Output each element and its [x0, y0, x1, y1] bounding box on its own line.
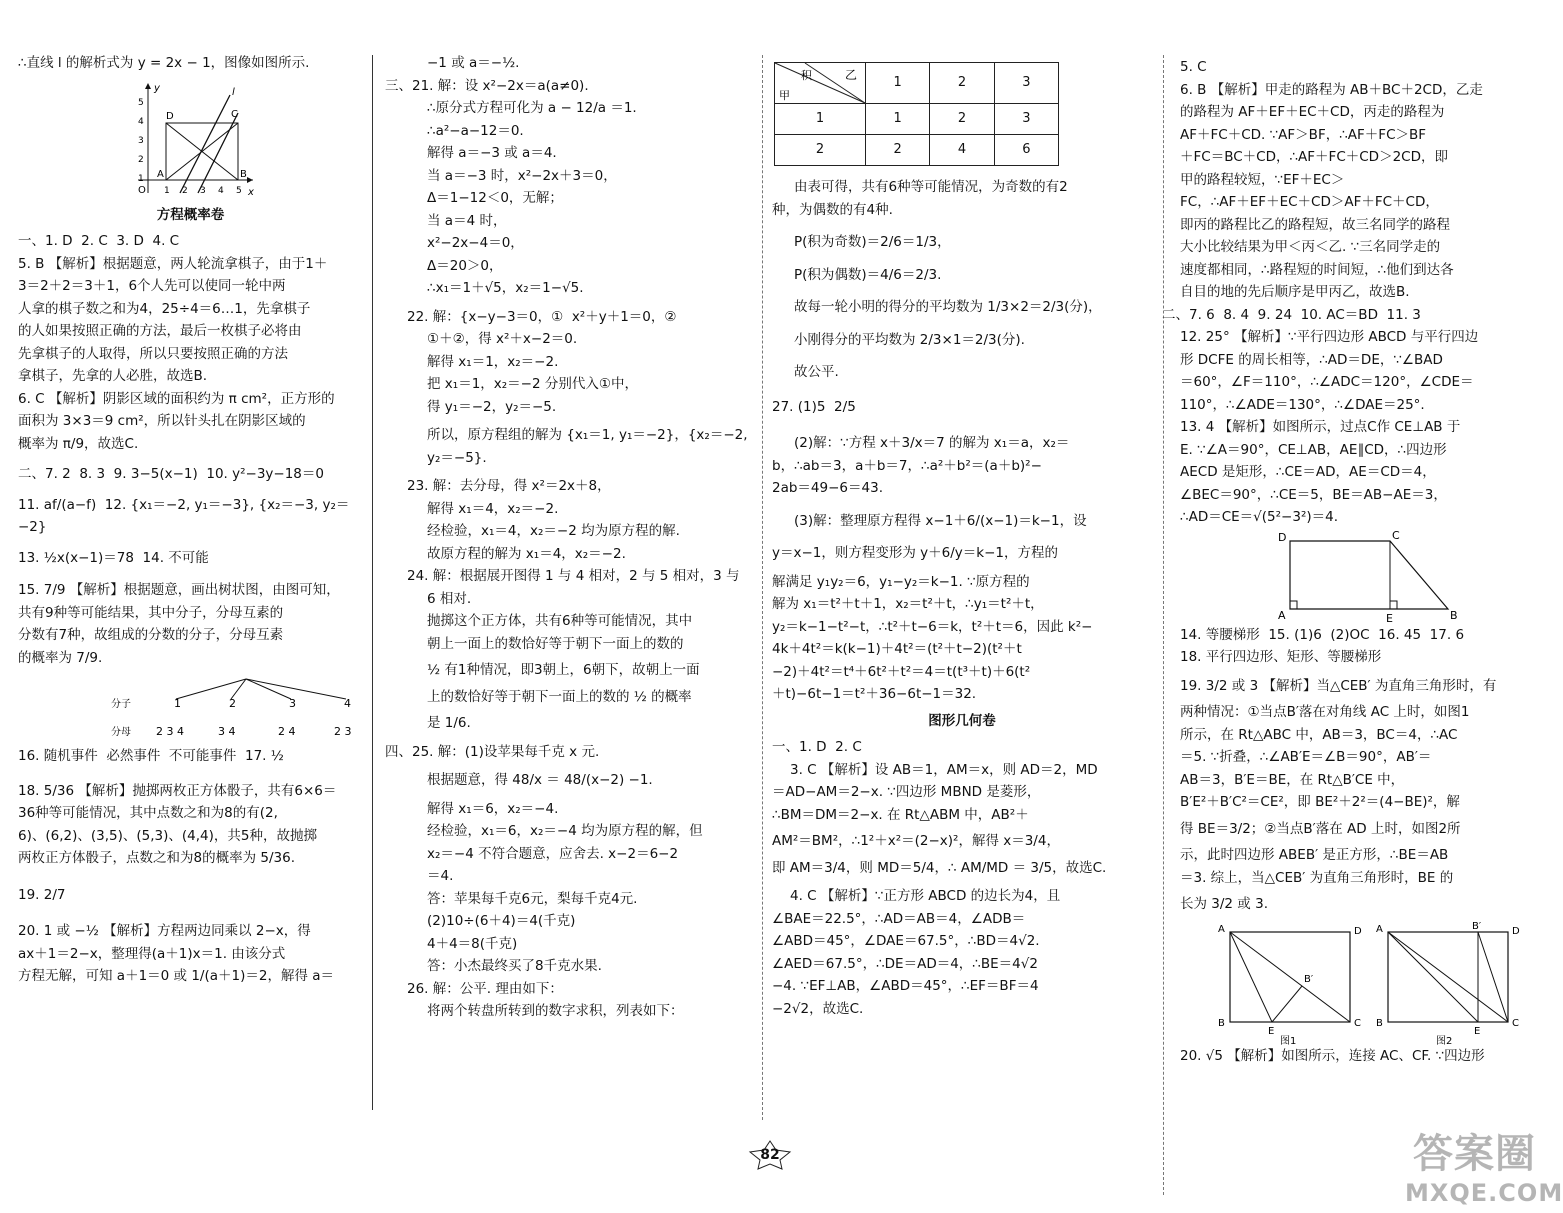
point-label-b: B [240, 168, 247, 180]
text-line: 18. 平行四边形、矩形、等腰梯形 [1180, 649, 1382, 665]
text-line: 6)、(6,2)、(3,5)、(5,3)、(4,4)，共5种，故抛掷 [18, 827, 317, 844]
x-tick: 5 [236, 185, 242, 196]
text-line: 概率为 π/9，故选C. [18, 435, 139, 452]
text-line: 23. 解：去分母，得 x²＝2x＋8， [407, 478, 611, 494]
y-tick: 4 [138, 116, 144, 127]
text-line: 的概率为 7/9. [18, 649, 103, 666]
text-line: 二、7. 2 8. 3 9. 3−5(x−1) 10. y²−3y−18＝0 [18, 466, 324, 482]
text-line: 22. 解：{x−y−3＝0，① x²＋y＋1＝0，② [407, 308, 677, 325]
text-line: 4＋4＝8(千克) [427, 935, 518, 952]
point-label-a: A [1218, 923, 1225, 935]
x-tick: 3 [200, 185, 206, 196]
text-line: 6 相对. [427, 590, 472, 607]
text-line: 一、1. D 2. C [772, 739, 862, 755]
text-line: 长为 3/2 或 3. [1180, 896, 1268, 912]
text-line: FC，∴AF＋EF＋EC＋CD＞AF＋FC＋CD， [1180, 194, 1439, 210]
text-line: 36种等可能情况，其中点数之和为8的有(2, [18, 805, 278, 821]
tree-node: 4 [344, 697, 351, 710]
page-number-text: 82 [760, 1147, 780, 1163]
text-line: 6. C 【解析】阴影区域的面积约为 π cm²，正方形的 [18, 390, 335, 407]
table-cell: 2 [866, 135, 930, 166]
text-line: 4. C 【解析】∵正方形 ABCD 的边长为4，且 [790, 888, 1061, 904]
text-line: 答：小杰最终买了8千克水果. [427, 958, 602, 974]
text-line: 5. B 【解析】根据题意，两人轮流拿棋子，由于1＋ [18, 255, 328, 272]
text-line: (2)解：∵方程 x＋3/x＝7 的解为 x₁＝a，x₂＝ [794, 435, 1070, 451]
text-line: 20. √5 【解析】如图所示，连接 AC、CF. ∵四边形 [1180, 1047, 1485, 1064]
text-line: ∠BEC＝90°，∴CE＝5，BE＝AB−AE＝3， [1180, 486, 1447, 503]
text-line: 答：苹果每千克6元，梨每千克4元. [427, 890, 638, 907]
text-line: 19. 3/2 或 3 【解析】当△CEB′ 为直角三角形时，有 [1180, 677, 1497, 694]
table-cell: 1 [866, 63, 930, 104]
text-line: B′E²＋B′C²＝CE²，即 BE²＋2²＝(4−BE)²，解 [1180, 794, 1460, 810]
column-divider [1163, 55, 1164, 1195]
text-line: 故每一轮小明的得分的平均数为 1/3×2＝2/3(分)， [794, 299, 1102, 315]
point-label-c: C [1512, 1017, 1519, 1029]
text-line: x²−2x−4＝0， [427, 235, 524, 251]
tree-leaves: 2 4 [278, 725, 296, 738]
text-line: 解得 a＝−3 或 a＝4. [427, 145, 557, 161]
text-line: −2)＋4t²＝t⁴＋6t²＋t²＝4＝t(t³＋t)＋6(t² [772, 663, 1031, 680]
point-label-b: B [1376, 1017, 1383, 1029]
figure-caption: 图1 [1280, 1035, 1297, 1047]
text-line: 5. C [1180, 59, 1207, 75]
head-label-product: 积 [801, 69, 812, 82]
text-line: 甲的路程较短，∵EF＋EC＞ [1180, 171, 1345, 188]
text-line: ∴x₁＝1＋√5，x₂＝1−√5. [427, 280, 584, 296]
text-line: 13. ½x(x−1)＝78 14. 不可能 [18, 549, 209, 566]
text-line: ＝4. [427, 868, 454, 884]
text-line: 小刚得分的平均数为 2/3×1＝2/3(分). [794, 331, 1025, 348]
text-line: 面积为 3×3＝9 cm²，所以针头扎在阴影区域的 [18, 413, 306, 429]
text-line: 根据题意，得 48/x ＝ 48/(x−2) −1. [427, 772, 653, 788]
text-line: 即丙的路程比乙的路程短，故三名同学的路程 [1180, 216, 1450, 233]
x-tick: 2 [182, 185, 188, 196]
text-line: ∴BM＝DM＝2−x. 在 Rt△ABM 中，AB²＋ [772, 806, 1029, 823]
point-label-a: A [1376, 923, 1383, 935]
text-line: 得 y₁＝−2，y₂＝−5. [427, 398, 557, 415]
point-label-a: A [1278, 608, 1286, 622]
point-label-a: A [157, 168, 164, 180]
text-line: 当 a＝−3 时，x²−2x＋3＝0， [427, 167, 617, 184]
text-line: 先拿棋子的人取得，所以只要按照正确的方法 [18, 345, 288, 362]
text-line: 的路程为 AF＋EF＋EC＋CD，丙走的路程为 [1180, 104, 1445, 120]
tree-label-child: 分母 [111, 727, 131, 738]
text-line: 3＝2＋2＝3＋1，6个人先可以使同一轮中两 [18, 278, 286, 294]
text-line: ∠AED＝67.5°，∴DE＝AD＝4，∴BE＝4√2 [772, 955, 1038, 972]
x-tick: 4 [218, 185, 224, 196]
text-line: 27. (1)5 2/5 [772, 398, 856, 415]
fold-figures [1210, 920, 1530, 1045]
y-tick: 1 [138, 173, 144, 184]
text-line: −2√2，故选C. [772, 1000, 864, 1017]
text-line: AM²＝BM²，∴1²＋x²＝(2−x)²，解得 x＝3/4， [772, 833, 1060, 849]
text-line: ＝60°，∠F＝110°，∴∠ADC＝120°，∠CDE＝ [1180, 374, 1474, 390]
text-line: 朝上一面上的数恰好等于朝下一面上的数的 [427, 635, 684, 652]
text-line: ＋FC＝BC＋CD，∴AF＋FC＋CD＞2CD，即 [1180, 149, 1448, 165]
text-line: 故公平. [794, 364, 839, 380]
text-line: 两种情况：①当点B′落在对角线 AC 上时，如图1 [1180, 704, 1470, 720]
table-cell: 1 [866, 104, 930, 135]
text-line: 13. 4 【解析】如图所示，过点C作 CE⊥AB 于 [1180, 419, 1461, 435]
text-line: 方程无解，可知 a＋1＝0 或 1/(a＋1)＝2，解得 a＝ [18, 968, 335, 984]
table-cell: 2 [930, 63, 994, 104]
point-label-b: B [1218, 1017, 1225, 1029]
point-label-b: B [1450, 608, 1458, 622]
text-line: 14. 等腰梯形 15. (1)6 (2)OC 16. 45 17. 6 [1180, 626, 1465, 643]
text-line: 上的数恰好等于朝下一面上的数的 ½ 的概率 [427, 688, 692, 705]
text-line: 20. 1 或 −½ 【解析】方程两边同乘以 2−x，得 [18, 923, 311, 939]
text-line: P(积为偶数)＝4/6＝2/3. [794, 266, 942, 283]
text-line: 15. 7/9 【解析】根据题意，画出树状图，由图可知， [18, 582, 340, 598]
page-number [748, 1140, 792, 1170]
point-label-d: D [1278, 530, 1287, 544]
text-line: ½ 有1种情况，即3朝上，6朝下，故朝上一面 [427, 662, 700, 678]
text-line: (3)解：整理原方程得 x−1＋6/(x−1)＝k−1，设 [794, 512, 1087, 529]
table-cell: 3 [994, 63, 1058, 104]
point-label-e: E [1474, 1025, 1481, 1037]
text-line: ∴原分式方程可化为 a − 12/a ＝1. [427, 100, 637, 116]
line-graph-figure [118, 75, 258, 200]
head-label-a: 甲 [779, 89, 790, 102]
text-line: 所示，在 Rt△ABC 中，AB＝3，BC＝4，∴AC [1180, 726, 1458, 743]
text-line: 所以，原方程组的解为 {x₁＝1, y₁＝−2}，{x₂＝−2, y₂＝−5}. [427, 427, 752, 466]
text-line: 得 BE＝3/2；②当点B′落在 AD 上时，如图2所 [1180, 820, 1461, 837]
point-label-e: E [1386, 611, 1393, 625]
column-4 [1162, 56, 1525, 1067]
text-line: y＝x−1，则方程变形为 y＋6/y＝k−1，方程的 [772, 545, 1059, 561]
tree-node: 3 [289, 697, 296, 710]
section-title: 图形几何卷 [928, 712, 996, 729]
text-line: 共有9种等可能结果，其中分子，分母互素的 [18, 604, 284, 621]
text-line: 110°，∴∠ADE＝130°，∴∠DAE＝25°. [1180, 396, 1425, 413]
text-line: 自目的地的先后顺序是甲丙乙，故选B. [1180, 284, 1410, 300]
text-line: 2ab＝49−6＝43. [772, 480, 883, 496]
text-line: 的人如果按照正确的方法，最后一枚棋子必将由 [18, 323, 302, 339]
text-line: 11. af/(a−f) 12. {x₁＝−2, y₁＝−3}, {x₂＝−3, y₂＝−2} [18, 496, 350, 535]
text-line: 速度都相同，∴路程短的时间短，∴他们到达各 [1180, 261, 1454, 278]
point-label-d: D [1512, 925, 1520, 937]
text-line: 种，为偶数的有4种. [772, 201, 893, 218]
text-line: 3. C 【解析】设 AB＝1，AM＝x，则 AD＝2，MD [790, 761, 1098, 778]
table-cell: 2 [930, 104, 994, 135]
text-line: 四、25. 解：(1)设苹果每千克 x 元. [385, 743, 600, 760]
point-label-c: C [231, 108, 238, 120]
product-table [774, 62, 1059, 166]
text-line: ＝3. 综上，当△CEB′ 为直角三角形时，BE 的 [1180, 869, 1454, 886]
watermark-domain: MXQE.COM [1405, 1179, 1563, 1207]
text-line: 24. 解：根据展开图得 1 与 4 相对，2 与 5 相对，3 与 [407, 568, 740, 584]
tree-node: 1 [174, 697, 181, 710]
text-line: Δ＝20＞0， [427, 257, 503, 274]
table-cell: 3 [994, 104, 1058, 135]
text-line: ＋t)−6t−1＝t²＋36−6t−1＝32. [772, 686, 977, 702]
text-line: 把 x₁＝1，x₂＝−2 分别代入①中， [427, 376, 638, 392]
table-head-cell [775, 63, 866, 104]
text-line: 解为 x₁＝t²＋t＋1，x₂＝t²＋t，∴y₁＝t²＋t， [772, 596, 1044, 612]
watermark-cn: 答案圈 [1413, 1131, 1536, 1177]
figure-caption: 图2 [1436, 1035, 1453, 1047]
text-line: Δ＝1−12＜0，无解； [427, 190, 563, 206]
text-line: 18. 5/36 【解析】抛掷两枚正方体骰子，共有6×6＝ [18, 782, 337, 799]
text-line: −4. ∵EF⊥AB，∠ABD＝45°，∴EF＝BF＝4 [772, 978, 1039, 994]
text-line: 经检验，x₁＝6，x₂＝−4 均为原方程的解，但 [427, 823, 703, 839]
text-line: 一、1. D 2. C 3. D 4. C [18, 233, 180, 249]
text-line: b，∴ab＝3，a＋b＝7，∴a²＋b²＝(a＋b)²− [772, 457, 1042, 474]
column-3 [772, 56, 1152, 1020]
column-divider [372, 55, 373, 1110]
point-label-b-prime: B′ [1304, 973, 1314, 985]
table-cell: 6 [994, 135, 1058, 166]
text-line: 即 AM＝3/4，则 MD＝5/4，∴ AM/MD ＝ 3/5，故选C. [772, 859, 1107, 876]
point-label-l: l [232, 86, 235, 98]
text-line: ax＋1＝2−x，整理得(a＋1)x＝1. 由该分式 [18, 945, 286, 962]
axis-label-x: x [248, 186, 254, 198]
text-line: 两枚正方体骰子，点数之和为8的概率为 5/36. [18, 850, 295, 866]
text-line: y₂＝k−1−t²−t，∴t²＋t−6＝k，t²＋t＝6，因此 k²− [772, 618, 1093, 635]
text-line: 6. B 【解析】甲走的路程为 AB＋BC＋2CD，乙走 [1180, 81, 1483, 98]
text-line: (2)10÷(6＋4)＝4(千克) [427, 913, 576, 929]
point-label-d: D [166, 110, 174, 122]
text-line: ∠ABD＝45°，∠DAE＝67.5°，∴BD＝4√2. [772, 933, 1040, 949]
text-line: ∴AD＝CE＝√(5²−3²)＝4. [1180, 509, 1339, 525]
text-line: 抛掷这个正方体，共有6种等可能情况，其中 [427, 613, 693, 629]
x-tick: 1 [164, 185, 170, 196]
text-line: 当 a＝4 时， [427, 212, 507, 229]
text-line: ＝5. ∵折叠，∴∠AB′E＝∠B＝90°，AB′＝ [1180, 749, 1432, 765]
tree-leaves: 2 3 [334, 725, 352, 738]
text-line: 示，此时四边形 ABEB′ 是正方形，∴BE＝AB [1180, 847, 1449, 863]
text-line: 经检验，x₁＝4，x₂＝−2 均为原方程的解. [427, 523, 680, 539]
column-1 [18, 52, 363, 988]
tree-leaves: 3 4 [218, 725, 236, 738]
point-label-c: C [1392, 528, 1400, 542]
text-line: AB＝3，B′E＝BE，在 Rt△B′CE 中， [1180, 771, 1405, 788]
text-line: 19. 2/7 [18, 886, 66, 903]
text-line: 二、7. 6 8. 4 9. 24 10. AC＝BD 11. 3 [1162, 306, 1421, 323]
text-line: 将两个转盘所转到的数字求积，列表如下： [427, 1003, 684, 1019]
y-tick: 5 [138, 97, 144, 108]
column-divider [762, 55, 763, 1120]
point-label-e: E [1268, 1025, 1275, 1037]
table-cell: 4 [930, 135, 994, 166]
table-cell: 2 [775, 135, 866, 166]
text-line: ∴直线 l 的解析式为 y = 2x − 1，图像如图所示. [18, 55, 310, 71]
text-line: 是 1/6. [427, 715, 471, 731]
point-label-c: C [1354, 1017, 1361, 1029]
text-line: ①＋②，得 x²＋x−2＝0. [427, 331, 578, 347]
text-line: 三、21. 解：设 x²−2x＝a(a≠0). [385, 77, 589, 94]
text-line: 分数有7种，故组成的分数的分子，分母互素 [18, 627, 284, 643]
watermark-logo [1405, 1131, 1563, 1207]
text-line: ∠BAE＝22.5°，∴AD＝AB＝4，∠ADB＝ [772, 910, 1026, 927]
text-line: −1 或 a＝−½. [427, 55, 520, 71]
text-line: 4k＋4t²＝k(k−1)＋4t²＝(t²＋t−2)(t²＋t [772, 641, 1022, 657]
tree-diagram [106, 669, 406, 739]
section-title: 方程概率卷 [156, 206, 225, 223]
text-line: E. ∵∠A＝90°，CE⊥AB，AE∥CD，∴四边形 [1180, 441, 1447, 458]
text-line: 16. 随机事件 必然事件 不可能事件 17. ½ [18, 748, 284, 764]
origin-label: O [138, 184, 146, 196]
text-line: 由表可得，共有6种等可能情况，为奇数的有2 [794, 179, 1068, 195]
text-line: 解得 x₁＝4，x₂＝−2. [427, 500, 559, 517]
text-line: 人拿的棋子数之和为4，25÷4＝6…1，先拿棋子 [18, 300, 311, 317]
text-line: P(积为奇数)＝2/6＝1/3， [794, 234, 951, 250]
text-line: AECD 是矩形，∴CE＝AD，AE＝CD＝4， [1180, 464, 1436, 480]
text-line: ∴a²−a−12＝0. [427, 122, 524, 139]
text-line: 12. 25° 【解析】∵平行四边形 ABCD 与平行四边 [1180, 329, 1479, 345]
point-label-d: D [1354, 925, 1362, 937]
text-line: 解得 x₁＝6，x₂＝−4. [427, 800, 559, 817]
tree-leaves: 2 3 4 [156, 725, 184, 738]
head-label-b: 乙 [845, 68, 858, 82]
text-line: 形 DCFE 的周长相等，∴AD＝DE，∵∠BAD [1180, 351, 1443, 368]
text-line: 解满足 y₁y₂＝6，y₁−y₂＝k−1. ∵原方程的 [772, 573, 1030, 590]
text-line: 大小比较结果为甲＜丙＜乙. ∵三名同学走的 [1180, 239, 1441, 255]
text-line: x₂＝−4 不符合题意，应舍去. x−2＝6−2 [427, 845, 679, 862]
column-2 [385, 52, 750, 1023]
axis-label-y: y [154, 82, 160, 94]
text-line: ＝AD−AM＝2−x. ∵四边形 MBND 是菱形， [772, 784, 1041, 800]
text-line: 故原方程的解为 x₁＝4，x₂＝−2. [427, 545, 626, 562]
text-line: 拿棋子，先拿的人必胜，故选B. [18, 368, 208, 384]
tree-node: 2 [229, 697, 236, 710]
point-label-b-prime: B′ [1472, 920, 1482, 932]
tree-label-parent: 分子 [111, 699, 131, 710]
text-line: AF＋FC＋CD. ∵AF＞BF，∴AF＋FC＞BF [1180, 126, 1427, 143]
trapezoid-figure [1200, 529, 1500, 624]
text-line: 26. 解：公平. 理由如下： [407, 980, 563, 997]
text-line: 解得 x₁＝1，x₂＝−2. [427, 353, 559, 370]
table-cell: 1 [775, 104, 866, 135]
y-tick: 2 [138, 154, 144, 165]
y-tick: 3 [138, 135, 144, 146]
